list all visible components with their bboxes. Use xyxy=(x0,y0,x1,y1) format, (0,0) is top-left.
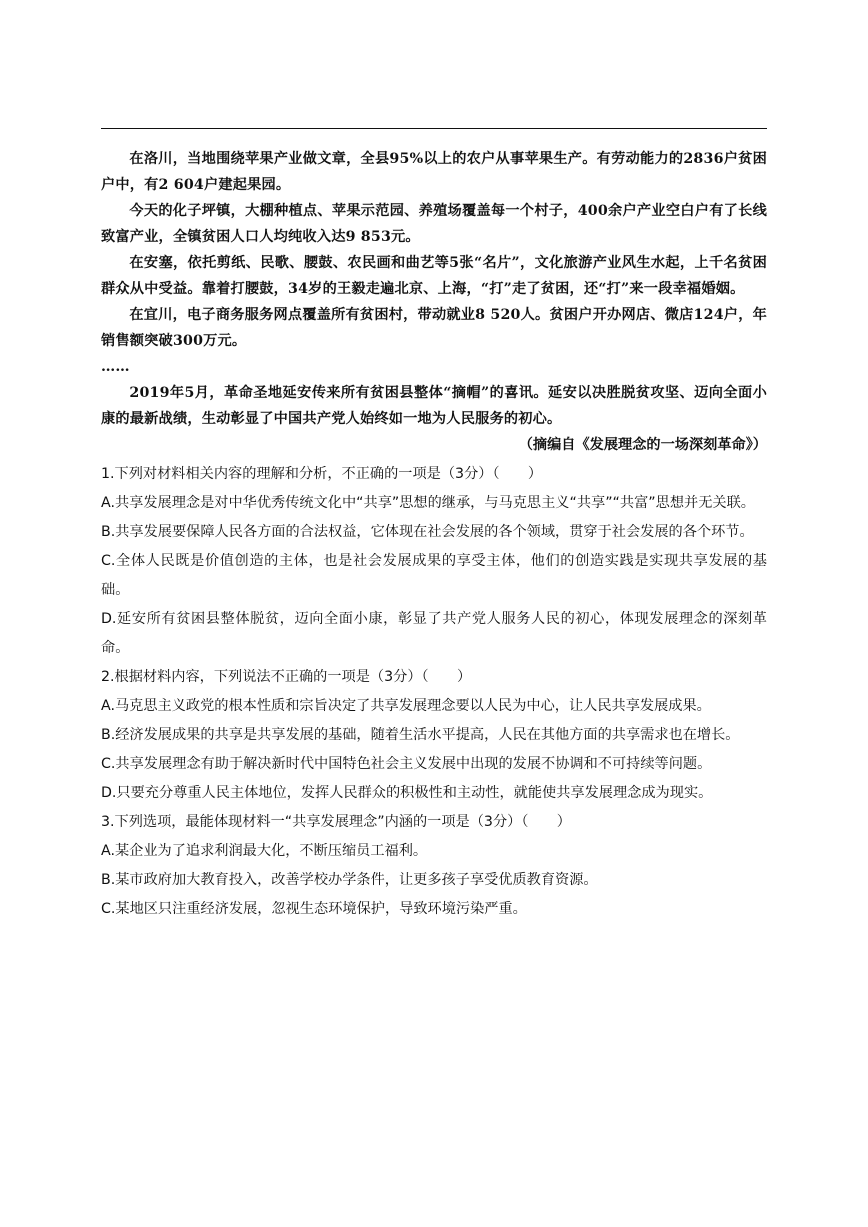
question-3 xyxy=(101,808,767,924)
document-body xyxy=(101,146,767,924)
question-1 xyxy=(101,460,767,663)
passage-closing: 2019年5月，革命圣地延安传来所有贫困县整体“摘帽”的喜讯。延安以决胜脱贫攻坚、迈向全面小康的最新战绩，生动彰显了中国共产党人始终如一地为人民服务的初心。 xyxy=(101,385,767,427)
option-b[interactable]: B.某市政府加大教育投入，改善学校办学条件，让更多孩子享受优质教育资源。 xyxy=(101,872,598,888)
option-c[interactable]: C.共享发展理念有助于解决新时代中国特色社会主义发展中出现的发展不协调和不可持续等问题。 xyxy=(101,756,712,772)
question-stem: 3.下列选项，最能体现材料一“共享发展理念”内涵的一项是（3分）（ ） xyxy=(101,814,571,830)
question-stem: 1.下列对材料相关内容的理解和分析，不正确的一项是（3分）（ ） xyxy=(101,466,543,482)
option-a[interactable]: A.马克思主义政党的根本性质和宗旨决定了共享发展理念要以人民为中心，让人民共享发展成果。 xyxy=(101,698,711,714)
option-c[interactable]: C.某地区只注重经济发展，忽视生态环境保护，导致环境污染严重。 xyxy=(101,901,527,917)
passage-ellipsis: …… xyxy=(101,359,130,375)
option-a[interactable]: A.共享发展理念是对中华优秀传统文化中“共享”思想的继承，与马克思主义“共享”“共富”思想并无关联。 xyxy=(101,495,755,511)
option-b[interactable]: B.经济发展成果的共享是共享发展的基础，随着生活水平提高，人民在其他方面的共享需求也在增长。 xyxy=(101,727,740,743)
header-rule xyxy=(101,128,767,129)
option-b[interactable]: B.共享发展要保障人民各方面的合法权益，它体现在社会发展的各个领域，贯穿于社会发展的各个环节。 xyxy=(101,524,754,540)
question-stem: 2.根据材料内容，下列说法不正确的一项是（3分）（ ） xyxy=(101,669,472,685)
passage-paragraph: 今天的化子坪镇，大棚种植点、苹果示范园、养殖场覆盖每一个村子，400余户产业空白户有了长线致富产业，全镇贫困人口人均纯收入达9 853元。 xyxy=(101,203,767,245)
option-d[interactable]: D.延安所有贫困县整体脱贫，迈向全面小康，彰显了共产党人服务人民的初心，体现发展理念的深刻革命。 xyxy=(101,611,767,656)
reading-passage xyxy=(101,146,767,458)
passage-paragraph: 在宜川，电子商务服务网点覆盖所有贫困村，带动就业8 520人。贫困户开办网店、微店124户，年销售额突破300万元。 xyxy=(101,307,767,349)
option-d[interactable]: D.只要充分尊重人民主体地位，发挥人民群众的积极性和主动性，就能使共享发展理念成为现实。 xyxy=(101,785,713,801)
passage-paragraph: 在安塞，依托剪纸、民歌、腰鼓、农民画和曲艺等5张“名片”，文化旅游产业风生水起，上千名贫困群众从中受益。靠着打腰鼓，34岁的王毅走遍北京、上海，“打”走了贫困，还“打”来一段幸福婚姻。 xyxy=(101,255,767,297)
option-a[interactable]: A.某企业为了追求利润最大化，不断压缩员工福利。 xyxy=(101,843,428,859)
passage-paragraph: 在洛川，当地围绕苹果产业做文章，全县95%以上的农户从事苹果生产。有劳动能力的2836户贫困户中，有2 604户建起果园。 xyxy=(101,151,767,193)
question-2 xyxy=(101,663,767,808)
option-c[interactable]: C.全体人民既是价值创造的主体，也是社会发展成果的享受主体，他们的创造实践是实现共享发展的基础。 xyxy=(101,553,767,598)
passage-source: （摘编自《发展理念的一场深刻革命》） xyxy=(518,437,767,453)
